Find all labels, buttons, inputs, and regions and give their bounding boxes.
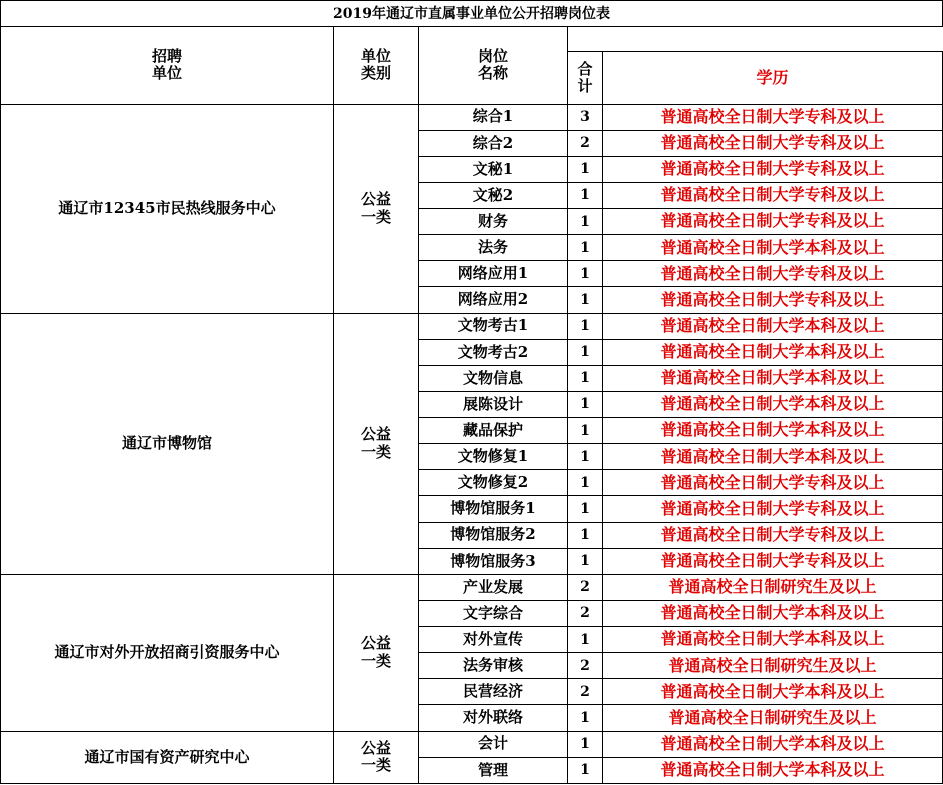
unit-category-line-1: 公益 xyxy=(360,739,391,757)
education-requirement: 普通高校全日制大学专科及以上 xyxy=(603,470,943,496)
position-name: 文物考古2 xyxy=(419,339,568,365)
position-name: 文秘2 xyxy=(419,182,568,208)
education-requirement: 普通高校全日制大学专科及以上 xyxy=(603,156,943,182)
header-category-line-1: 单位 xyxy=(360,47,391,66)
unit-name: 通辽市12345市民热线服务中心 xyxy=(1,104,334,313)
unit-name: 通辽市博物馆 xyxy=(1,313,334,574)
position-name: 文物考古1 xyxy=(419,313,568,339)
unit-category xyxy=(334,104,419,313)
position-count: 1 xyxy=(568,705,603,731)
education-requirement: 普通高校全日制研究生及以上 xyxy=(603,705,943,731)
header-position xyxy=(419,27,568,104)
unit-category-line-1: 公益 xyxy=(360,634,391,653)
education-requirement: 普通高校全日制大学本科及以上 xyxy=(603,757,943,783)
header-count xyxy=(568,52,603,104)
position-count: 2 xyxy=(568,130,603,156)
education-requirement: 普通高校全日制大学专科及以上 xyxy=(603,496,943,522)
education-requirement: 普通高校全日制研究生及以上 xyxy=(603,574,943,600)
education-requirement: 普通高校全日制大学本科及以上 xyxy=(603,235,943,261)
position-name: 民营经济 xyxy=(419,679,568,705)
header-count-line-2: 计 xyxy=(577,76,593,95)
unit-category xyxy=(334,574,419,731)
position-name: 产业发展 xyxy=(419,574,568,600)
unit-category-line-2: 一类 xyxy=(360,442,391,461)
education-requirement: 普通高校全日制大学专科及以上 xyxy=(603,548,943,574)
position-count: 1 xyxy=(568,182,603,208)
header-unit-line-2: 单位 xyxy=(151,64,182,83)
position-count: 1 xyxy=(568,418,603,444)
position-name: 管理 xyxy=(419,757,568,783)
education-requirement: 普通高校全日制大学本科及以上 xyxy=(603,313,943,339)
education-requirement: 普通高校全日制大学专科及以上 xyxy=(603,287,943,313)
header-blank xyxy=(568,27,943,52)
header-education: 学历 xyxy=(603,52,943,104)
position-name: 文字综合 xyxy=(419,600,568,626)
education-requirement: 普通高校全日制大学专科及以上 xyxy=(603,182,943,208)
position-name: 会计 xyxy=(419,731,568,757)
header-unit xyxy=(1,27,334,104)
position-count: 1 xyxy=(568,757,603,783)
position-count: 1 xyxy=(568,391,603,417)
position-name: 文物修复1 xyxy=(419,444,568,470)
unit-category-line-2: 一类 xyxy=(360,651,391,670)
position-count: 2 xyxy=(568,679,603,705)
position-count: 1 xyxy=(568,731,603,757)
table-title: 2019年通辽市直属事业单位公开招聘岗位表 xyxy=(1,1,943,27)
position-count: 1 xyxy=(568,261,603,287)
education-requirement: 普通高校全日制大学本科及以上 xyxy=(603,600,943,626)
position-name: 对外宣传 xyxy=(419,627,568,653)
education-requirement: 普通高校全日制大学本科及以上 xyxy=(603,418,943,444)
position-name: 博物馆服务1 xyxy=(419,496,568,522)
position-name: 财务 xyxy=(419,209,568,235)
position-count: 2 xyxy=(568,600,603,626)
table-row xyxy=(1,104,943,130)
table-row xyxy=(1,313,943,339)
header-position-line-2: 名称 xyxy=(477,64,508,83)
position-name: 文物修复2 xyxy=(419,470,568,496)
header-count-line-1: 合 xyxy=(577,59,593,78)
position-name: 博物馆服务3 xyxy=(419,548,568,574)
position-name: 网络应用2 xyxy=(419,287,568,313)
unit-name: 通辽市对外开放招商引资服务中心 xyxy=(1,574,334,731)
education-requirement: 普通高校全日制大学本科及以上 xyxy=(603,679,943,705)
position-name: 文物信息 xyxy=(419,365,568,391)
education-requirement: 普通高校全日制大学本科及以上 xyxy=(603,339,943,365)
position-count: 1 xyxy=(568,156,603,182)
position-count: 1 xyxy=(568,235,603,261)
education-requirement: 普通高校全日制大学专科及以上 xyxy=(603,209,943,235)
position-count: 1 xyxy=(568,287,603,313)
position-name: 文秘1 xyxy=(419,156,568,182)
education-requirement: 普通高校全日制大学本科及以上 xyxy=(603,444,943,470)
unit-category-line-1: 公益 xyxy=(360,190,391,209)
unit-category xyxy=(334,731,419,783)
table-row xyxy=(1,574,943,600)
position-count: 1 xyxy=(568,522,603,548)
position-count: 1 xyxy=(568,339,603,365)
position-name: 法务审核 xyxy=(419,653,568,679)
position-count: 1 xyxy=(568,365,603,391)
education-requirement: 普通高校全日制研究生及以上 xyxy=(603,653,943,679)
unit-category-line-2: 一类 xyxy=(360,207,391,226)
position-name: 网络应用1 xyxy=(419,261,568,287)
unit-category-line-2: 一类 xyxy=(360,756,391,775)
position-count: 1 xyxy=(568,313,603,339)
education-requirement: 普通高校全日制大学专科及以上 xyxy=(603,522,943,548)
education-requirement: 普通高校全日制大学本科及以上 xyxy=(603,731,943,757)
position-count: 2 xyxy=(568,653,603,679)
education-requirement: 普通高校全日制大学专科及以上 xyxy=(603,104,943,130)
position-name: 综合2 xyxy=(419,130,568,156)
position-count: 1 xyxy=(568,209,603,235)
position-count: 1 xyxy=(568,548,603,574)
position-name: 综合1 xyxy=(419,104,568,130)
header-unit-line-1: 招聘 xyxy=(151,47,182,66)
education-requirement: 普通高校全日制大学专科及以上 xyxy=(603,130,943,156)
education-requirement: 普通高校全日制大学本科及以上 xyxy=(603,365,943,391)
table-row xyxy=(1,731,943,757)
position-count: 1 xyxy=(568,470,603,496)
position-name: 对外联络 xyxy=(419,705,568,731)
header-category xyxy=(334,27,419,104)
position-count: 3 xyxy=(568,104,603,130)
position-count: 2 xyxy=(568,574,603,600)
position-count: 1 xyxy=(568,444,603,470)
position-count: 1 xyxy=(568,627,603,653)
unit-category-line-1: 公益 xyxy=(360,425,391,444)
position-name: 博物馆服务2 xyxy=(419,522,568,548)
education-requirement: 普通高校全日制大学本科及以上 xyxy=(603,391,943,417)
header-position-line-1: 岗位 xyxy=(477,47,508,66)
unit-name: 通辽市国有资产研究中心 xyxy=(1,731,334,783)
unit-category xyxy=(334,313,419,574)
position-name: 藏品保护 xyxy=(419,418,568,444)
position-name: 展陈设计 xyxy=(419,391,568,417)
header-category-line-2: 类别 xyxy=(360,64,391,83)
position-name: 法务 xyxy=(419,235,568,261)
education-requirement: 普通高校全日制大学本科及以上 xyxy=(603,627,943,653)
position-count: 1 xyxy=(568,496,603,522)
education-requirement: 普通高校全日制大学专科及以上 xyxy=(603,261,943,287)
